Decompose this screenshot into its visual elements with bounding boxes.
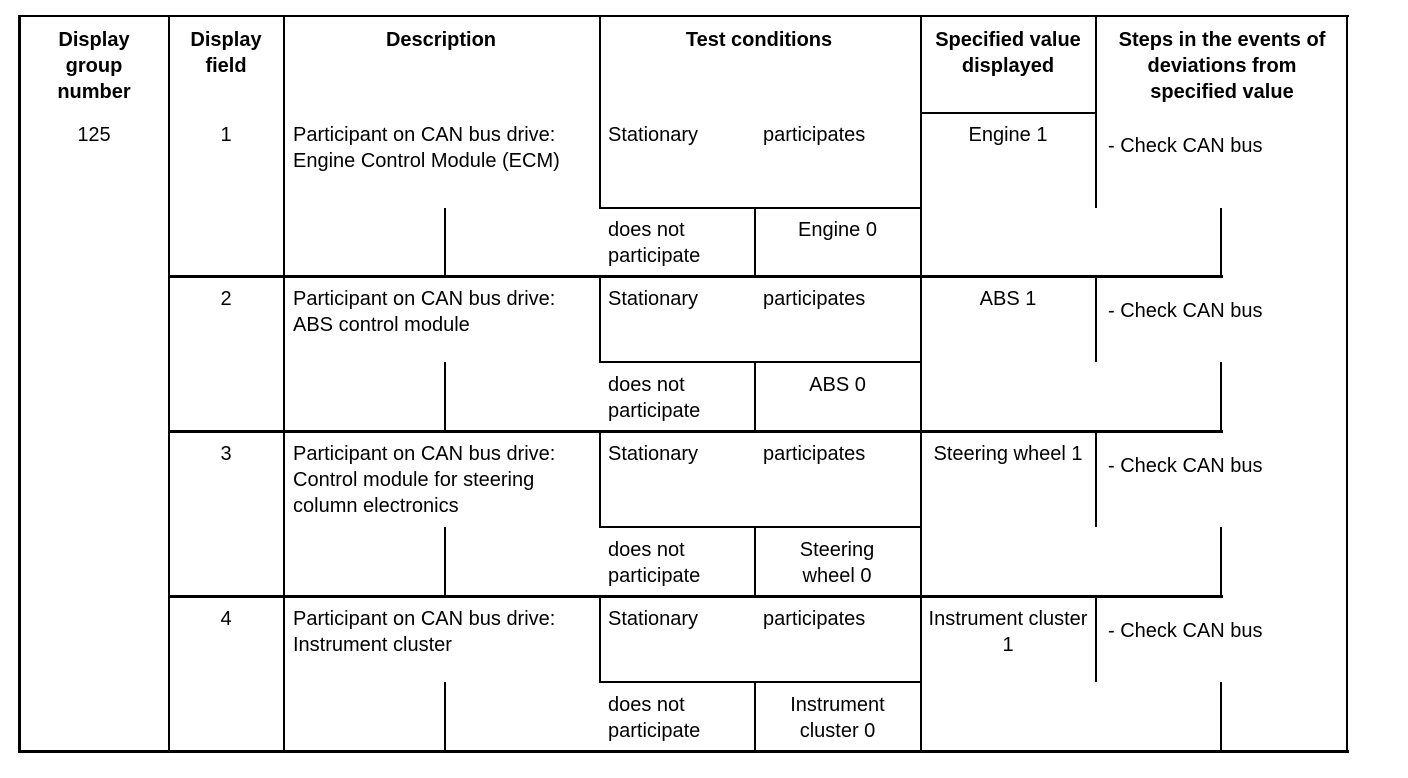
- frame-top: [19, 15, 1349, 17]
- r1-field-desc: [283, 113, 285, 275]
- r1-steps-right: [1220, 208, 1222, 278]
- r3-steps-left: [1095, 433, 1097, 527]
- r2-value-left: [754, 362, 756, 430]
- row3-value-participates: Steering wheel 1: [933, 443, 1083, 465]
- r1-spec-top: [920, 112, 1096, 114]
- divider-spec-steps: [1095, 15, 1097, 113]
- header-test-conditions: Test conditions: [685, 29, 833, 51]
- r1-value-left: [754, 208, 756, 275]
- r4-test-split: [599, 681, 921, 683]
- r4-steps-right: [1220, 682, 1222, 750]
- row1-field: 1: [220, 124, 232, 146]
- r4-spec-left: [920, 598, 922, 750]
- r3-spec-left: [920, 433, 922, 595]
- r3-value-left: [754, 527, 756, 595]
- header-specified-value: Specified value displayed: [935, 29, 1081, 77]
- row3-field: 3: [220, 443, 232, 465]
- r4-value-left: [754, 682, 756, 750]
- r1-desc-test: [599, 113, 601, 208]
- r3-field-desc: [283, 433, 285, 595]
- r2-steps-left: [1095, 278, 1097, 362]
- row4-action: - Check CAN bus: [1108, 620, 1263, 642]
- r2-test-split: [599, 361, 921, 363]
- row3-does-not-participate: does not participate: [608, 539, 701, 587]
- r4-field-desc: [283, 598, 285, 750]
- row4-does-not-participate: does not participate: [608, 694, 701, 742]
- r2-steps-right: [1220, 362, 1222, 433]
- r4-desc-test: [599, 598, 601, 682]
- row3-condition: Stationary: [608, 443, 699, 465]
- row2-description: Participant on CAN bus drive: ABS control module: [293, 288, 556, 336]
- frame-left: [18, 15, 21, 753]
- row1-condition: Stationary: [608, 124, 699, 146]
- row2-participates: participates: [763, 288, 866, 310]
- r1-steps-left: [1095, 113, 1097, 208]
- row2-value-not-participate: ABS 0: [809, 374, 866, 396]
- row3-description: Participant on CAN bus drive: Control module for steering column electronics: [293, 443, 556, 517]
- frame-bottom: [19, 750, 1349, 753]
- r3-desc-test: [599, 433, 601, 527]
- r2-field-desc: [283, 278, 285, 430]
- r1-desc-inner: [444, 208, 446, 275]
- r1-test-split: [599, 207, 921, 209]
- row3-value-not-participate: Steering wheel 0: [799, 539, 875, 587]
- header-display-field: Display field: [190, 29, 262, 77]
- row4-condition: Stationary: [608, 608, 699, 630]
- row2-does-not-participate: does not participate: [608, 374, 701, 422]
- group-number: 125: [77, 124, 111, 146]
- divider-desc-test: [599, 15, 601, 113]
- row4-field: 4: [220, 608, 232, 630]
- row4-value-participates: Instrument cluster 1: [928, 608, 1088, 656]
- row2-action: - Check CAN bus: [1108, 300, 1263, 322]
- row-separator-3-4: [168, 595, 1223, 598]
- divider-group-field: [168, 15, 170, 753]
- row3-action: - Check CAN bus: [1108, 455, 1263, 477]
- r2-spec-left: [920, 278, 922, 430]
- frame-right: [1346, 15, 1348, 753]
- row3-participates: participates: [763, 443, 866, 465]
- r3-test-split: [599, 526, 921, 528]
- r4-steps-left: [1095, 598, 1097, 682]
- row2-condition: Stationary: [608, 288, 699, 310]
- row-separator-1-2: [168, 275, 1223, 278]
- r4-desc-inner: [444, 682, 446, 750]
- row2-field: 2: [220, 288, 232, 310]
- row1-participates: participates: [763, 124, 866, 146]
- row4-description: Participant on CAN bus drive: Instrument cluster: [293, 608, 556, 656]
- row4-participates: participates: [763, 608, 866, 630]
- header-steps: Steps in the events of deviations from specified value: [1118, 29, 1326, 103]
- row-separator-2-3: [168, 430, 1223, 433]
- row1-does-not-participate: does not participate: [608, 219, 701, 267]
- r2-desc-test: [599, 278, 601, 362]
- r3-steps-right: [1220, 527, 1222, 598]
- divider-test-spec: [920, 15, 922, 113]
- r3-desc-inner: [444, 527, 446, 595]
- header-description: Description: [385, 29, 497, 51]
- row4-value-not-participate: Instrument cluster 0: [790, 694, 885, 742]
- row2-value-participates: ABS 1: [979, 288, 1037, 310]
- header-display-group-number: Display group number: [57, 29, 131, 103]
- r2-desc-inner: [444, 362, 446, 430]
- divider-field-desc: [283, 15, 285, 113]
- r1-spec-left: [920, 113, 922, 275]
- row1-value-participates: Engine 1: [968, 124, 1048, 146]
- row1-description: Participant on CAN bus drive: Engine Control Module (ECM): [293, 124, 560, 172]
- row1-action: - Check CAN bus: [1108, 135, 1263, 157]
- row1-value-not-participate: Engine 0: [798, 219, 877, 241]
